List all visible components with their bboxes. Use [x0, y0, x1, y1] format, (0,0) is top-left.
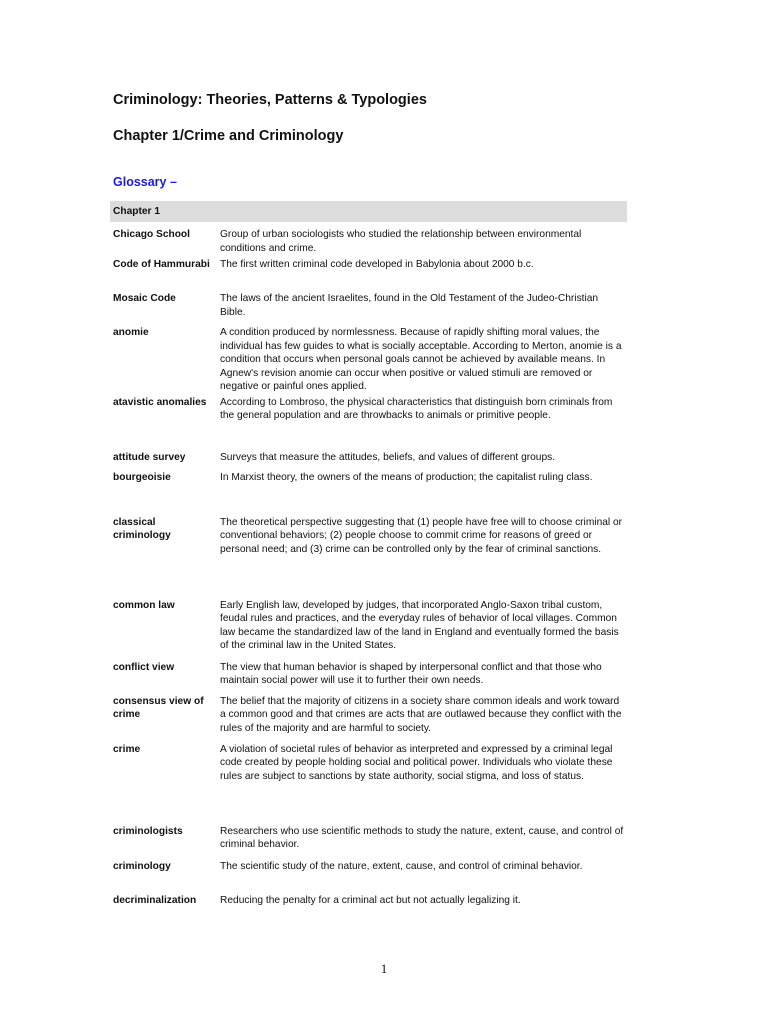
glossary-definition: The laws of the ancient Israelites, found in the Old Testament of the Judeo-Christian Bible. — [220, 293, 599, 318]
glossary-definition: According to Lombroso, the physical characteristics that distinguish born criminals from the general population and are throwbacks to animals or primitive people. — [220, 396, 613, 421]
glossary-row — [110, 222, 627, 256]
glossary-definition: The view that human behavior is shaped by interpersonal conflict and that those who maintain social power will use it to further their own needs. — [220, 661, 602, 686]
glossary-term: consensus view of crime — [113, 695, 204, 720]
glossary-term: criminology — [113, 860, 171, 872]
glossary-definition: Researchers who use scientific methods to study the nature, extent, cause, and control of criminal behavior. — [220, 825, 624, 850]
glossary-definition: The belief that the majority of citizens in a society share common ideals and work toward a common good and that crimes are acts that are outlawed because they conflict with the rules of the majority and are harmful to society. — [220, 695, 622, 734]
glossary-row — [110, 693, 627, 741]
table-header-row — [110, 201, 627, 222]
glossary-row — [110, 892, 627, 922]
table-header-empty — [216, 201, 627, 222]
glossary-term: Chicago School — [113, 229, 190, 240]
glossary-row — [110, 741, 627, 823]
glossary-term: Mosaic Code — [113, 293, 176, 304]
glossary-definition: Surveys that measure the attitudes, beliefs, and values of different groups. — [220, 451, 556, 463]
glossary-row — [110, 256, 627, 290]
glossary-term: crime — [113, 743, 141, 755]
glossary-term: common law — [113, 599, 175, 611]
glossary-term: criminologists — [113, 825, 183, 837]
glossary-row — [110, 449, 627, 469]
glossary-row — [110, 597, 627, 659]
glossary-row — [110, 324, 627, 394]
glossary-definition: The first written criminal code developed in Babylonia about 2000 b.c. — [220, 259, 534, 270]
glossary-definition: Early English law, developed by judges, that incorporated Anglo-Saxon tribal custom, feudal rules and practices, and the everyday rules of behavior of local villages. Common law became the standardized law of the land in England and eventually formed the basis of the criminal law in the United States. — [220, 599, 619, 651]
page-number: 1 — [380, 961, 388, 976]
glossary-definition: Group of urban sociologists who studied the relationship between environmental conditions and crime. — [220, 229, 582, 254]
glossary-heading: Glossary – — [113, 175, 177, 189]
glossary-definition: The scientific study of the nature, extent, cause, and control of criminal behavior. — [220, 860, 583, 872]
glossary-term: Code of Hammurabi — [113, 259, 210, 270]
glossary-term: conflict view — [113, 661, 175, 673]
glossary-row — [110, 659, 627, 693]
book-title: Criminology: Theories, Patterns & Typologies — [113, 92, 427, 108]
glossary-table — [110, 201, 627, 922]
glossary-row — [110, 823, 627, 858]
glossary-row — [110, 514, 627, 597]
glossary-term: decriminalization — [113, 894, 197, 906]
glossary-term: atavistic anomalies — [113, 396, 207, 408]
glossary-row — [110, 290, 627, 324]
table-header-label: Chapter 1 — [110, 201, 216, 222]
glossary-row — [110, 858, 627, 892]
glossary-term: attitude survey — [113, 451, 186, 463]
glossary-term: bourgeoisie — [113, 471, 171, 483]
glossary-definition: The theoretical perspective suggesting that (1) people have free will to choose criminal or conventional behaviors; (2) people choose to commit crime for reasons of greed or personal need; and (3) crime can be controlled only by the fear of criminal sanctions. — [220, 516, 623, 555]
chapter-title: Chapter 1/Crime and Criminology — [113, 128, 344, 144]
glossary-definition: A condition produced by normlessness. Because of rapidly shifting moral values, the individual has few guides to what is socially acceptable. According to Merton, anomie is a condition that occurs when personal goals cannot be achieved by available means. In Agnew's revision anomie can occur when positive or valued stimuli are removed or negative or painful ones applied. — [220, 327, 622, 392]
glossary-row — [110, 394, 627, 449]
glossary-definition: Reducing the penalty for a criminal act but not actually legalizing it. — [220, 894, 521, 906]
glossary-term: anomie — [113, 327, 149, 338]
glossary-definition: In Marxist theory, the owners of the means of production; the capitalist ruling class. — [220, 471, 593, 483]
glossary-definition: A violation of societal rules of behavior as interpreted and expressed by a criminal legal code created by people holding social and political power. Individuals who violate these rules are subject to sanctions by state authority, social stigma, and loss of status. — [220, 743, 613, 782]
glossary-term: classical criminology — [113, 516, 171, 541]
glossary-row — [110, 469, 627, 514]
